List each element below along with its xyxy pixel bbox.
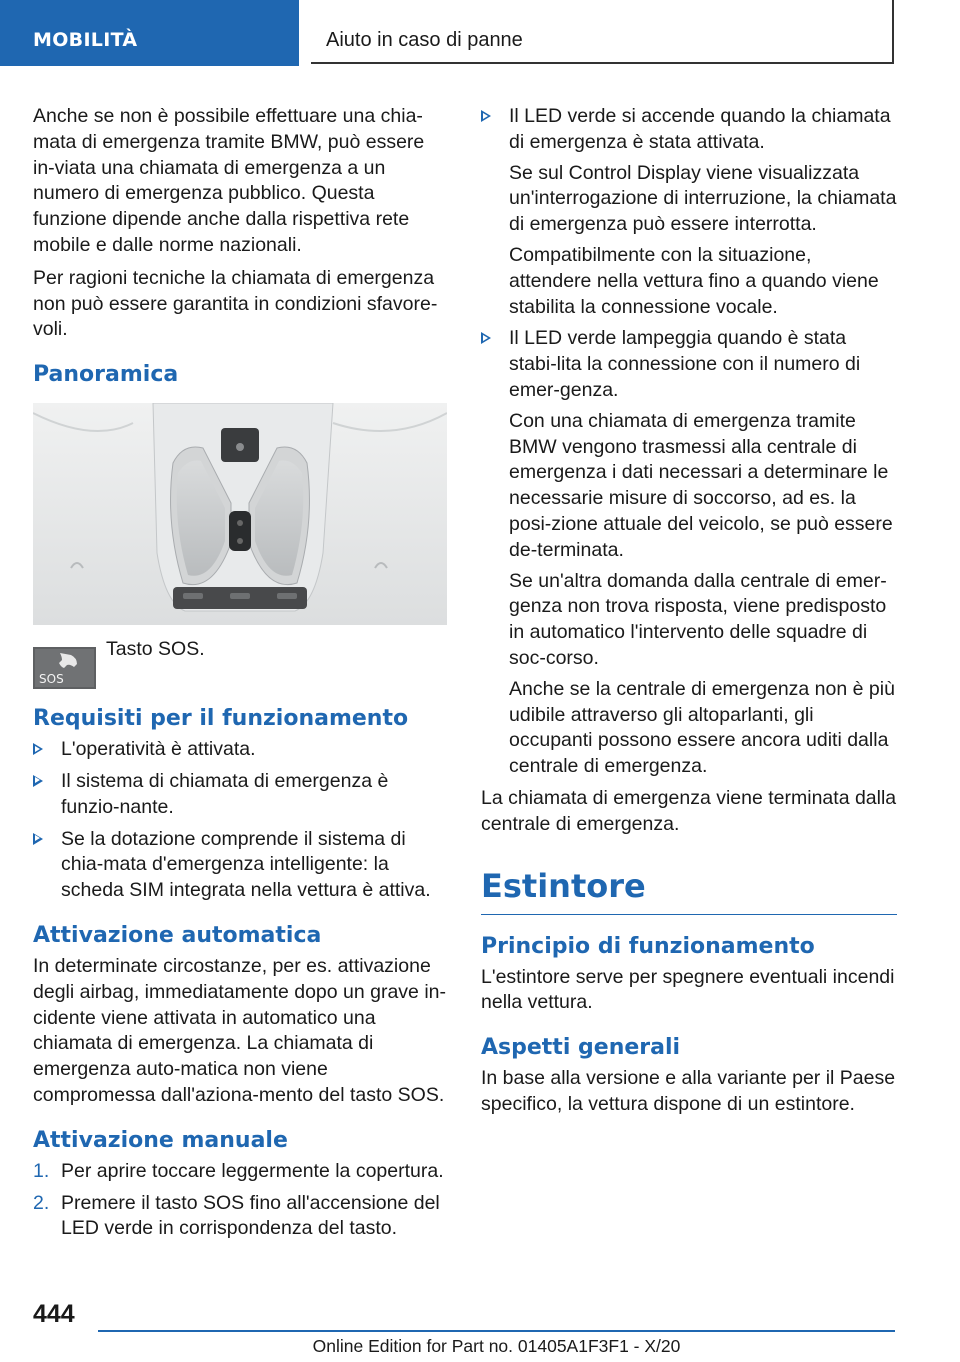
aspetti-text: In base alla versione e alla variante per il Paese specifico, la vettura dispone di un estintore. [481,1067,896,1115]
triangle-bullet-icon [33,743,43,755]
triangle-bullet-icon [33,775,43,787]
section-tab [0,0,299,66]
sos-button-icon [33,647,96,689]
list-subparagraph: Compatibilmente con la situazione, attendere nella vettura fino a quando viene stabilita la connessione vocale. [509,243,879,318]
list-subparagraph: Anche se la centrale di emergenza non è più udibile attraverso gli altoparlanti, gli occupanti possono essere ancora uditi dalla centrale di emergenza. [509,677,895,778]
list-item-text: Se la dotazione comprende il sistema di chia-mata d'emergenza intelligente: la scheda SIM integrata nella vettura è attiva. [61,827,431,902]
automatic-activation-text: In determinate circostanze, per es. attivazione degli airbag, immediatamente dopo un grave in-cidente viene attivata in automatico una chiamata di emergenza. La chiamata di emergenza auto-matica non viene compromessa dall'aziona-mento del tasto SOS. [33,954,446,1106]
list-item [481,104,897,320]
left-column [33,104,447,1248]
triangle-bullet-icon [481,110,491,122]
step-number: 2. [33,1191,50,1214]
section-title: MOBILITÀ [33,29,138,51]
sos-icon-label: SOS [39,672,64,687]
heading-panoramica: Panoramica [33,362,179,388]
chapter-title: Aiuto in caso di panne [326,29,523,51]
chapter-header [311,0,894,64]
list-item-text: Il sistema di chiamata di emergenza è funzio-nante. [61,769,389,818]
triangle-bullet-icon [33,833,43,845]
triangle-bullet-icon [481,332,491,344]
footer-edition: Online Edition for Part no. 01405A1F3F1 - X/20 [312,1336,681,1356]
intro-paragraph: Anche se non è possibile effettuare una chia-mata di emergenza tramite BMW, può essere in-viata una chiamata di emergenza a un numero di emergenza pubblico. Questa funzione dipende anche dalla rispettiva rete mobile e dalle norme nazionali. [33,105,425,256]
step-text: Per aprire toccare leggermente la copertura. [61,1159,444,1182]
heading-attivazione-manuale: Attivazione manuale [33,1127,288,1153]
manual-steps-list [33,1159,447,1242]
led-status-list [481,104,897,780]
step-text: Premere il tasto SOS fino all'accensione del LED verde in corrispondenza del tasto. [61,1191,440,1240]
photo-caption: Tasto SOS. [106,638,205,661]
list-item [481,326,897,780]
list-subparagraph: Se un'altra domanda dalla centrale di emer-genza non trova risposta, viene predisposto in automatico l'intervento delle squadre di soc-corso. [509,569,887,669]
list-subparagraph: Se sul Control Display viene visualizzata un'interrogazione di interruzione, la chiamata di emergenza può essere interrotta. [509,161,897,236]
requirements-list [33,737,447,904]
step-item [33,1191,447,1243]
step-item [33,1159,447,1185]
list-item [33,769,447,821]
list-subparagraph: Con una chiamata di emergenza tramite BMW vengono trasmessi alla centrale di emergenza i dati necessari a determinare le necessarie misure di soccorso, ad es. la posi-zione attuale del veicolo, se può essere de-terminata. [509,409,893,561]
heading-attivazione-automatica: Attivazione automatica [33,922,322,948]
heading-aspetti-generali: Aspetti generali [481,1035,681,1061]
page-number: 444 [33,1300,75,1328]
heading-principio: Principio di funzionamento [481,933,815,959]
heading-estintore: Estintore [481,866,897,915]
list-item [33,737,447,763]
heading-requisiti: Requisiti per il funzionamento [33,706,409,732]
intro-paragraph: Per ragioni tecniche la chiamata di emergenza non può essere garantita in condizioni sfavore-voli. [33,266,438,341]
step-number: 1. [33,1159,50,1182]
roof-console-photo [33,403,447,625]
list-item-text: L'operatività è attivata. [61,738,256,761]
photo-caption-row [33,637,447,687]
closing-paragraph: La chiamata di emergenza viene terminata dalla centrale di emergenza. [481,786,897,835]
footer-divider [98,1330,895,1332]
principio-text: L'estintore serve per spegnere eventuali incendi nella vettura. [481,965,895,1014]
list-item [33,827,447,904]
right-column [481,104,897,1125]
list-item-text: Il LED verde si accende quando la chiamata di emergenza è stata attivata. [509,105,891,153]
list-item-text: Il LED verde lampeggia quando è stata stabi-lita la connessione con il numero di emer-genza. [509,327,861,401]
